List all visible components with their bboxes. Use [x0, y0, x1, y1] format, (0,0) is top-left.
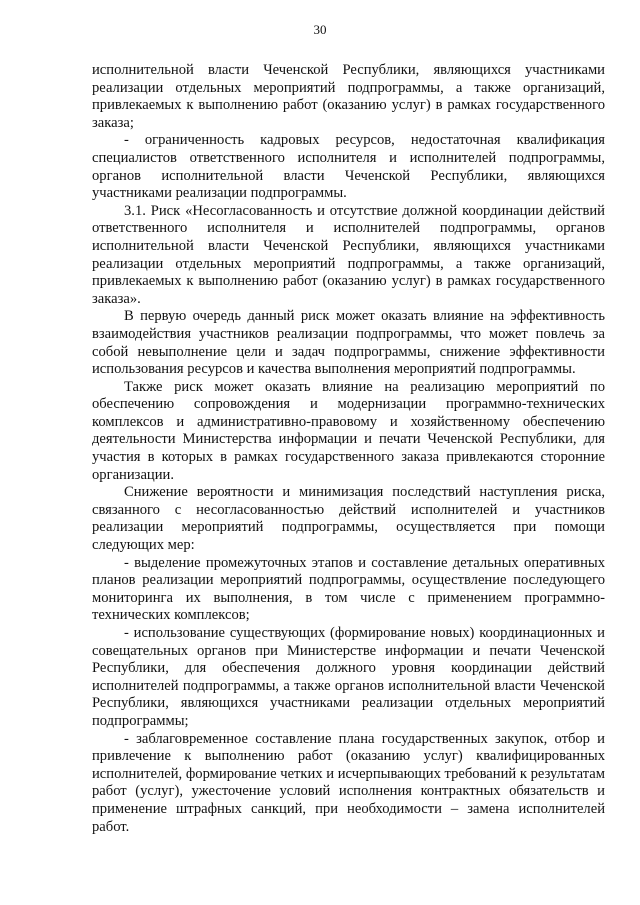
paragraph-risk-influence: Также риск может оказать влияние на реализацию мероприятий по обеспечению сопровождения и модернизации программно-технических комплексов и административно-правовому и хозяйственному обеспечению деятельности Министерства информации и печати Чеченской Республики, для участия в которых в рамках государственного заказа привлекаются сторонние организации.	[92, 378, 605, 483]
list-item-procurement: - заблаговременное составление плана государственных закупок, отбор и привлечение к выполнению работ (оказанию услуг) квалифицированных исполнителей, формирование четких и исчерпывающих требований к результатам работ (услуг), ужесточение условий исполнения контрактных обязательств и применение штрафных санкций, при необходимости – замена исполнителей работ.	[92, 730, 605, 835]
document-body	[92, 62, 605, 836]
list-item-coordination-bodies: - использование существующих (формирование новых) координационных и совещательных органов при Министерстве информации и печати Чеченской Республики, для обеспечения должного уровня координации действий исполнителей подпрограммы, а также органов исполнительной власти Чеченской Республики, являющихся участниками реализации отдельных мероприятий подпрограммы;	[92, 625, 605, 729]
paragraph-continuation: исполнительной власти Чеченской Республики, являющихся участниками реализации отдельных мероприятий подпрограммы, а также организаций, привлекаемых к выполнению работ (оказанию услуг) в рамках государственного заказа;	[92, 62, 605, 131]
page-number: 30	[313, 22, 327, 37]
paragraph-staff-limitation: - ограниченность кадровых ресурсов, недостаточная квалификация специалистов ответственного исполнителя и исполнителей подпрограммы, органов исполнительной власти Чеченской Республики, являющихся участниками реализации подпрограммы.	[92, 132, 605, 202]
paragraph-risk-impact: В первую очередь данный риск может оказать влияние на эффективность взаимодействия участников реализации подпрограммы, что может повлечь за собой невыполнение цели и задач подпрограммы, снижение эффективности использования ресурсов и качества выполнения мероприятий подпрограммы.	[92, 308, 605, 378]
paragraph-risk-3-1: 3.1. Риск «Несогласованность и отсутствие должной координации действий ответственного исполнителя и исполнителей подпрограммы, органов исполнительной власти Чеченской Республики, являющихся участниками реализации отдельных мероприятий подпрограммы, а также организаций, привлекаемых к выполнению работ (оказанию услуг) в рамках государственного заказа».	[92, 202, 605, 307]
list-item-stages: - выделение промежуточных этапов и составление детальных оперативных планов реализации мероприятий подпрограммы, осуществление последующего мониторинга их выполнения, в том числе с применением программно-технических комплексов;	[92, 554, 605, 624]
paragraph-mitigation-intro: Снижение вероятности и минимизация последствий наступления риска, связанного с несогласованностью действий исполнителей и участников реализации мероприятий подпрограммы, осуществляется при помощи следующих мер:	[92, 484, 605, 554]
